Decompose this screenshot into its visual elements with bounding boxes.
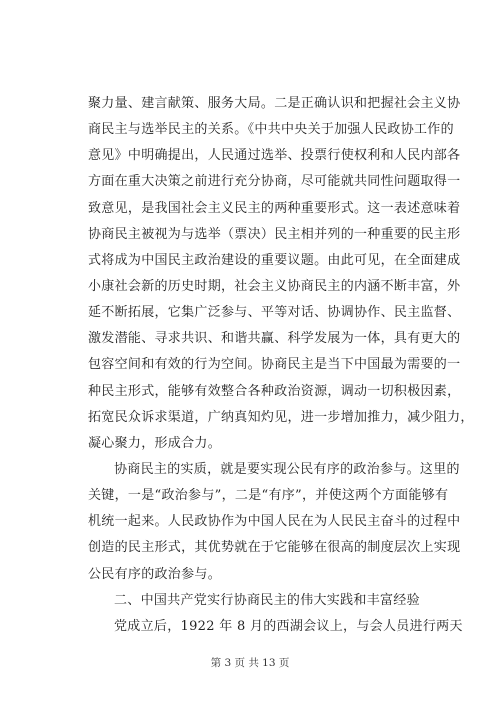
text-line: 关键，一是“政治参与”，二是“有序”，并使这两个方面能够有	[88, 488, 449, 504]
section-heading: 二、中国共产党实行协商民主的伟大实践和丰富经验	[114, 592, 420, 608]
text-line: 致意见，是我国社会主义民主的两种重要形式。这一表述意味着	[88, 200, 461, 216]
text-line: 创造的民主形式，其优势就在于它能够在很高的制度层次上实现	[88, 540, 461, 556]
text-line: 聚力量、建言献策、服务大局。二是正确认识和把握社会主义协	[88, 96, 461, 111]
text-line: 激发潜能、寻求共识、和谐共赢、科学发展为一体，具有更大的	[88, 331, 461, 347]
text-line: 商民主与选举民主的关系。《中共中央关于加强人民政协工作的	[88, 122, 454, 138]
text-line: 小康社会新的历史时期，社会主义协商民主的内涵不断丰富，外	[88, 278, 461, 294]
text-line: 拓宽民众诉求渠道，广纳真知灼见，进一步增加推力，减少阻力，	[88, 409, 474, 425]
text-line: 包容空间和有效的行为空间。协商民主是当下中国最为需要的一	[88, 357, 461, 373]
paragraph-start-line: 协商民主的实质，就是要实现公民有序的政治参与。这里的	[114, 461, 460, 477]
body-text	[88, 91, 474, 640]
paragraph-start-line: 党成立后，1922 年 8 月的西湖会议上，与会人员进行两天	[114, 618, 463, 634]
text-line: 协商民主被视为与选举（票决）民主相并列的一种重要的民主形	[88, 226, 461, 242]
text-line: 方面在重大决策之前进行充分协商，尽可能就共同性问题取得一	[88, 174, 461, 190]
text-line: 凝心聚力，形成合力。	[88, 435, 222, 451]
text-line: 意见》中明确提出，人民通过选举、投票行使权利和人民内部各	[88, 148, 461, 164]
text-line: 式将成为中国民主政治建设的重要议题。由此可见，在全面建成	[88, 252, 461, 268]
text-line: 种民主形式，能够有效整合各种政治资源，调动一切积极因素，	[88, 383, 461, 399]
text-line: 延不断拓展，它集广泛参与、平等对话、协调协作、民主监督、	[88, 305, 461, 321]
text-line: 机统一起来。人民政协作为中国人民在为人民民主奋斗的过程中	[88, 514, 461, 530]
page-number-footer: 第 3 页 共 13 页	[210, 657, 290, 669]
text-line: 公民有序的政治参与。	[88, 566, 222, 582]
